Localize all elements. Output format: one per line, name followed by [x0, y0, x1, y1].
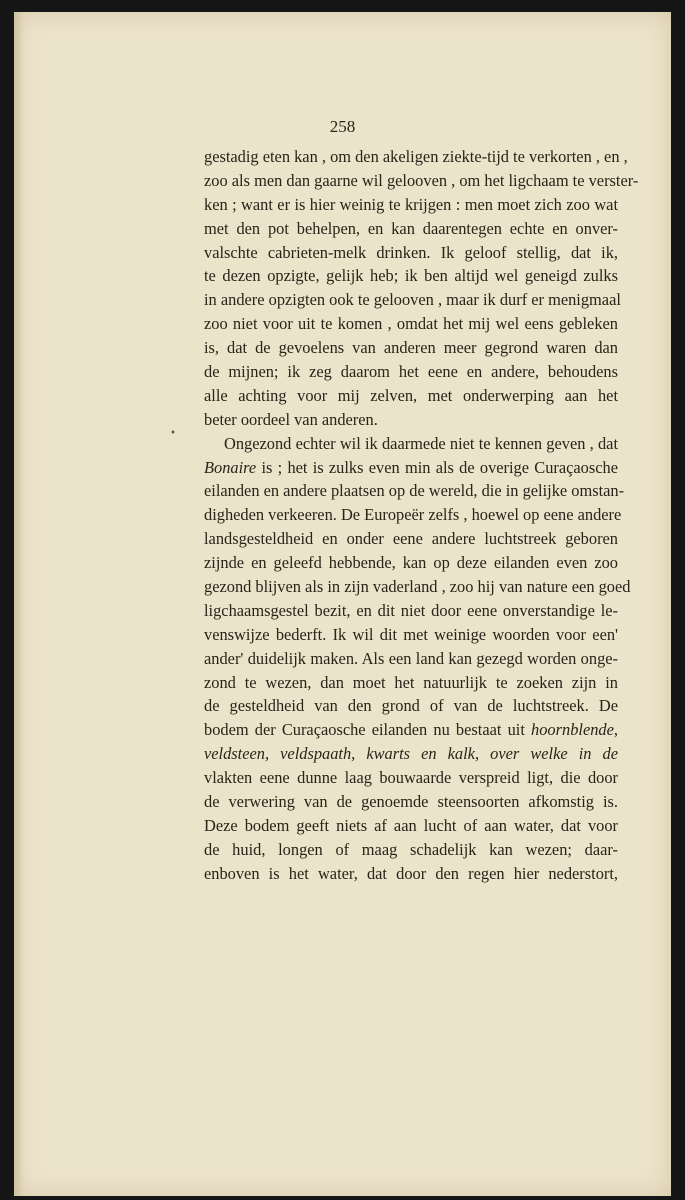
text-line-17: landsgesteldheid en onder eene andere luchtstreek geboren	[204, 529, 618, 549]
text-line-4: met den pot behelpen, en kan daarentegen echte en onver-	[204, 218, 618, 238]
text-line-8: zoo niet voor uit te komen , omdat het mij wel eens gebleken	[204, 314, 618, 334]
text-line-18: zijnde en geleefd hebbende, kan op deze eilanden even zoo	[204, 553, 618, 573]
text-line-19: gezond blijven als in zijn vaderland , zoo hij van nature een goed	[204, 577, 631, 597]
text-line-20: ligchaamsgestel bezit, en dit niet door eene onverstandige le-	[204, 600, 618, 620]
margin-mark: •	[170, 428, 176, 439]
text-line-29: Deze bodem geeft niets af aan lucht of aan water, dat voor	[204, 815, 618, 835]
text-line-27: vlakten eene dunne laag bouwaarde verspreid ligt, die door	[204, 768, 618, 788]
text-line-16: digheden verkeeren. De Europeër zelfs , hoewel op eene andere	[204, 505, 622, 525]
text-line-30: de huid, longen of maag schadelijk kan wezen; daar-	[204, 839, 618, 859]
italic-hoornblende: hoornblende	[531, 720, 614, 740]
page-number: 258	[329, 117, 356, 136]
text-line-14-rest: is ; het is zulks even min als de overige Curaçaosche	[256, 457, 618, 477]
text-line-9: is, dat de gevoelens van anderen meer gegrond waren dan	[204, 338, 618, 358]
text-line-28: de verwering van de genoemde steensoorten afkomstig is.	[204, 792, 618, 812]
text-line-6: te dezen opzigte, gelijk heb; ik ben altijd wel geneigd zulks	[204, 266, 618, 286]
text-line-13: Ongezond echter wil ik daarmede niet te kennen geven , dat	[224, 433, 618, 453]
text-line-24: de gesteldheid van den grond of van de luchtstreek. De	[204, 696, 618, 716]
text-line-10: de mijnen; ik zeg daarom het eene en andere, behoudens	[204, 362, 618, 382]
text-line-5: valschte cabrieten-melk drinken. Ik geloof stellig, dat ik,	[204, 242, 618, 262]
text-line-26	[204, 742, 618, 766]
italic-minerals: veldsteen, veldspaath, kwarts en kalk, over welke in de	[204, 744, 618, 764]
text-line-22: ander' duidelijk maken. Als een land kan gezegd worden onge-	[204, 648, 618, 668]
text-line-31: enboven is het water, dat door den regen hier nederstort,	[204, 863, 618, 883]
text-line-25-end: ,	[613, 720, 618, 740]
text-line-21: venswijze bederft. Ik wil dit met weinige woorden voor een'	[204, 624, 618, 644]
text-line-2: zoo als men dan gaarne wil gelooven , om het ligchaam te verster-	[204, 170, 639, 190]
italic-bonaire: Bonaire	[204, 457, 257, 477]
text-line-25	[204, 718, 618, 742]
text-line-3: ken ; want er is hier weinig te krijgen : men moet zich zoo wat	[204, 194, 618, 214]
text-line-7: in andere opzigten ook te gelooven , maar ik durf er menigmaal	[204, 290, 621, 310]
body-text	[204, 145, 639, 886]
text-line-11: alle achting voor mij zelven, met onderwerping aan het	[204, 385, 618, 405]
text-line-25-start: bodem der Curaçaosche eilanden nu bestaat uit	[204, 720, 532, 740]
text-line-1: gestadig eten kan , om den akeligen ziekte-tijd te verkorten , en ,	[204, 147, 628, 166]
text-line-14	[204, 456, 618, 480]
text-line-23: zond te wezen, dan moet het natuurlijk te zoeken zijn in	[204, 672, 618, 692]
text-line-12: beter oordeel van anderen.	[204, 409, 378, 429]
page-edge-shadow	[14, 12, 24, 1196]
text-line-15: eilanden en andere plaatsen op de wereld, die in gelijke omstan-	[204, 481, 625, 501]
